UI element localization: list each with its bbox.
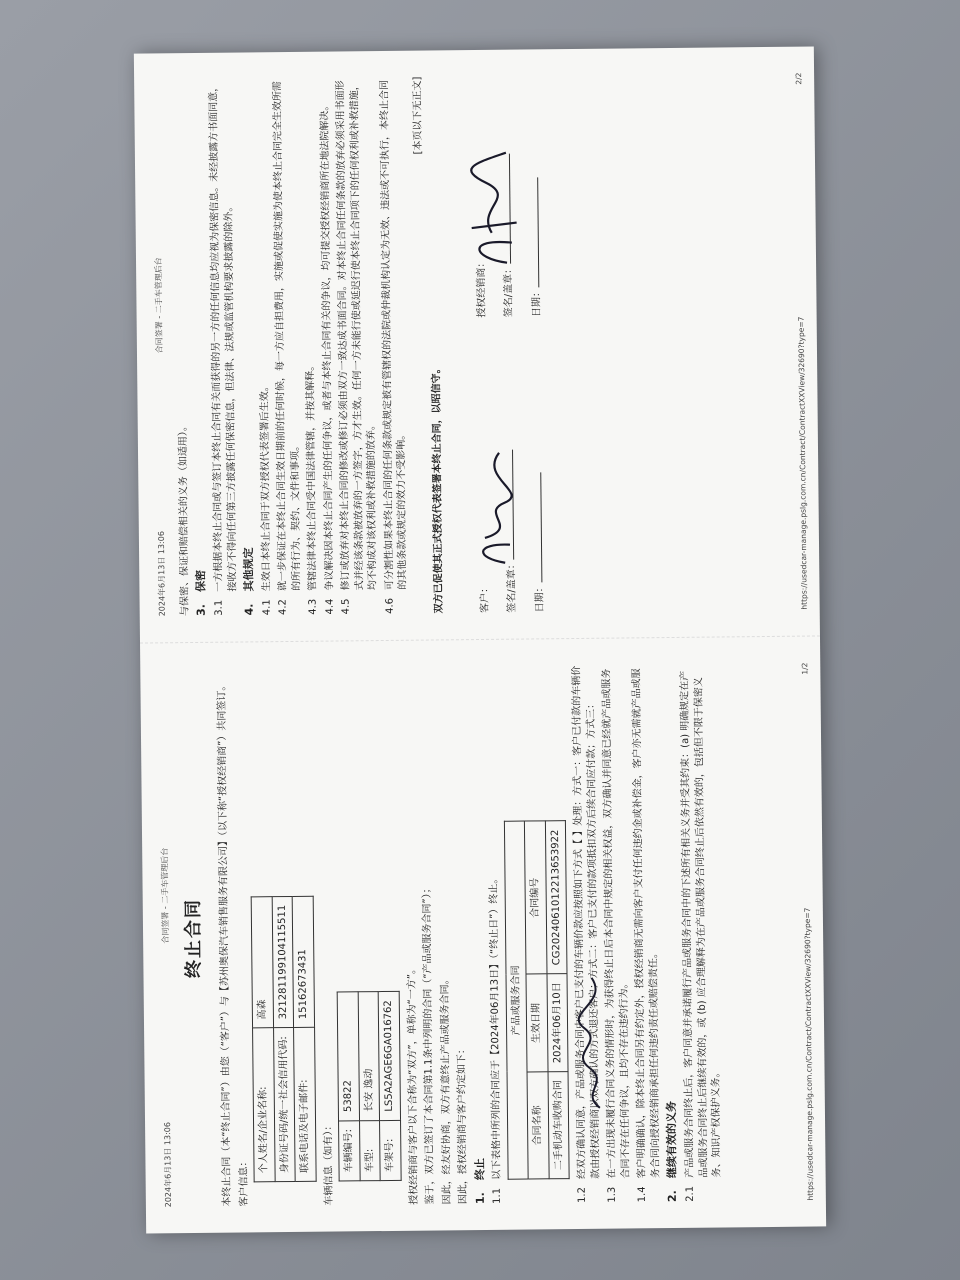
clause-number: 1.4	[637, 1186, 649, 1203]
header-site: 合同签署 - 二手车管理后台	[160, 847, 171, 944]
section-title: 终止	[473, 1157, 487, 1181]
column-header: 合同名称	[527, 1072, 549, 1179]
product-contract-table	[504, 821, 570, 1180]
vehicle-info-label: 车辆信息（如有）：	[322, 1120, 335, 1206]
date-line	[537, 177, 539, 287]
table-row	[358, 992, 380, 1181]
clause-1-4	[631, 664, 664, 1202]
dealer-signature-column	[459, 75, 558, 318]
agree-paragraph: 因此，经友好协商，双方有意终止产品或服务合同。	[439, 974, 453, 1205]
section-number: 3.	[194, 604, 209, 616]
section-2-heading	[661, 664, 681, 1202]
header-date: 2024年6月13日 13:06	[156, 531, 167, 617]
table-row	[378, 992, 400, 1181]
clause-2-1	[679, 663, 725, 1201]
date-line	[540, 472, 542, 582]
section-4-heading	[237, 78, 257, 615]
table-cell: 2024年06月10日	[547, 974, 569, 1072]
clause-4-6	[378, 77, 411, 614]
clause-text: 在一方出现未履行合同义务的情形时，为获得终止日后本合同中规定的相关权益，双方确认并同意已经就产品或服务合同不存在任何争议，且均不存在违约行为。	[601, 668, 632, 1179]
section-title: 保密	[194, 569, 208, 592]
dealer-label: 授权经销商：	[475, 257, 488, 318]
section-3-heading	[189, 79, 209, 616]
clause-text: 就一步保证在本终止合同生效日期前的任何时候，每一方应自担费用，实施或促使实施为使本终止合同完全生效所需的所有行为、契约、文件和事项。	[272, 81, 303, 592]
clause-3-1	[207, 79, 240, 616]
clause-number: 4.4	[324, 598, 336, 615]
table-value: 高森	[251, 896, 273, 1028]
continued-text: 与保密、保证和赔偿相关的义务（如适用）。	[177, 421, 191, 617]
section-number: 1.	[473, 1192, 487, 1205]
contract-sheet	[134, 46, 826, 1233]
contract-page-1	[140, 636, 826, 1233]
no-text-note: [本页以下无正文]	[412, 76, 424, 155]
signature-block	[459, 75, 561, 613]
clause-number: 4.6	[384, 597, 396, 614]
table-key: 车辆编号:	[339, 1120, 360, 1181]
column-header: 合同编号	[525, 821, 547, 974]
clause-4-2	[272, 78, 305, 615]
table-value: 15162673431	[292, 896, 314, 1028]
clause-text: 生效日本终止合同于双方授权代表签署后生效。	[259, 381, 273, 592]
clause-text: 可分割性如果本终止合同的任何条款或规定被有管辖权的法院或仲裁机构认定为无效、违法或不可执行，本终止合同的其他条款或规定的效力不受影响。	[379, 79, 409, 590]
table-value: 长安 逸动	[358, 992, 380, 1121]
clause-number: 3.1	[213, 599, 225, 616]
customer-signature-icon	[464, 443, 525, 574]
customer-info-label: 客户信息：	[237, 1156, 250, 1207]
clause-text: 客户明确确认，除本终止合同另有约定外，授权经销商无需向客户支付任何违约金或补偿金，客户亦无需就产品或服务合同向授权经销商承担任何违约责任或赔偿责任。	[631, 668, 662, 1179]
table-row	[337, 992, 359, 1181]
table-value: LS5A2AGE6GA016762	[378, 992, 400, 1121]
clause-text: 产品或服务合同终止后，客户同意并承诺履行产品或服务合同中的下述所有相关义务并受其约束：(a) 明确规定在产品或服务合同终止后继续有效的，或 (b) 应合理解释为在产品或服务合同终止后依然有效的，包括但不限于保密义务、知识产权保护义务。	[679, 670, 723, 1178]
table-caption: 产品或服务合同	[504, 822, 528, 1180]
clause-4-1	[255, 78, 274, 615]
clause-1-2	[571, 665, 604, 1203]
clause-4-3	[302, 78, 321, 615]
table-key: 身份证号码/统一社会信用代码:	[273, 1028, 295, 1182]
table-cell: 二手机动车收购合同	[548, 1072, 570, 1179]
table-cell: CG202406101221365392​2	[545, 821, 567, 974]
section-1-heading	[468, 666, 488, 1204]
clause-text: 一方根据本终止合同或与签订本终止合同有关而获得的另一方的任何信息均应视为保密信息。未经披露方书面同意，接收方不得向任何第三方披露任何保密信息，但法律、法规或监管机构要求披露的除外。	[208, 81, 239, 592]
clause-1-1	[486, 666, 505, 1204]
customer-sign-row: 签名/盖章：	[504, 371, 520, 613]
given-paragraph: 鉴于，双方已签订了本合同第1.1条中列明的合同（“产品或服务合同”）；	[421, 883, 437, 1205]
clause-number: 1.1	[492, 1187, 504, 1204]
page-footer	[794, 73, 810, 610]
contract-page-2	[134, 46, 820, 643]
parties-paragraph: 授权经销商与客户以下合称为“双方”，单称为“一方”。	[405, 963, 420, 1205]
clause-text: 以下表格中所列的合同应于【2024年06月13日】（“终止日”）终止。	[488, 873, 504, 1180]
clause-4-5	[335, 77, 381, 614]
clause-number: 1.3	[607, 1186, 619, 1203]
section-number: 2.	[666, 1190, 680, 1203]
clause-text: 管辖法律本终止合同受中国法律管辖，并按其解释。	[305, 360, 319, 591]
dealer-sign-row: 签名/盖章：	[501, 76, 517, 318]
clause-1-3	[601, 664, 634, 1202]
table-value: 321281199104115511	[272, 896, 294, 1028]
customer-label: 客户：	[479, 582, 491, 614]
column-header: 生效日期	[526, 974, 548, 1072]
clause-text: 经双方确认同意，产品或服务合同中客户已支付的车辆价款应按照如下方式【 】处理：方式一：客户已付款的车辆价款由授权经销商以双方确认的方式退还客户；方式二：客户已支付的款项抵扣双方后续合同应付款；方式三：	[571, 665, 602, 1180]
footer-url: https://usedcar-manage.pslg.com.cn/Contract/ContractXXView/32690?type=7	[796, 316, 809, 610]
clause-text: 修订或放弃对本终止合同的修改或修订必须由双方一致达成书面合同。对本终止合同任何条款的放弃必须采用书面形式并经该条款被放弃的一方签字，方才生效。任何一方未能行使或延迟行使本终止合同项下的任何权利或补救措施，均不构成对该权利或补救措施的放弃。	[335, 80, 379, 591]
footer-url: https://usedcar-manage.pslg.com.cn/Contract/ContractXXView/32690?type=7	[802, 907, 815, 1201]
customer-date-label: 日期：	[534, 582, 546, 613]
dealer-date-row	[528, 75, 544, 317]
dealer-date-label: 日期：	[531, 286, 543, 318]
clause-number: 4.3	[308, 598, 320, 615]
customer-info-table	[251, 895, 316, 1182]
clause-4-4	[318, 78, 337, 615]
clause-text: 争议解决因本终止合同产生的任何争议，或者与本终止合同有关的争议，均可提交授权经销商所在地法院解决。	[319, 100, 336, 591]
table-key: 车型:	[359, 1120, 380, 1181]
table-row	[545, 821, 569, 1179]
table-key: 个人姓名/企业名称:	[253, 1028, 275, 1182]
terms-paragraph: 因此，授权经销商与客户约定如下：	[456, 1044, 470, 1205]
table-value: 53822	[337, 992, 359, 1121]
header-date: 2024年6月13日 13:06	[163, 1122, 173, 1208]
clause-number: 2.1	[685, 1185, 697, 1202]
header-site: 合同签署 - 二手车管理后台	[153, 257, 164, 354]
clause-number: 1.2	[577, 1186, 589, 1204]
section-number: 4.	[242, 603, 256, 616]
vehicle-info-table	[337, 991, 401, 1181]
clause-number: 4.2	[278, 599, 290, 616]
handwritten-signature-icon	[574, 973, 615, 1113]
signing-statement: 双方已促使其正式授权代表签署本终止合同，以昭信守。	[431, 363, 446, 614]
page-header	[158, 669, 174, 1207]
customer-sign-label: 签名/盖章	[506, 569, 519, 613]
page-header	[152, 79, 168, 616]
footer-page-number: 1/2	[800, 662, 810, 675]
table-row	[292, 896, 315, 1181]
page-footer	[800, 663, 816, 1201]
dealer-signature-icon	[456, 147, 527, 278]
footer-page-number: 2/2	[793, 72, 804, 85]
customer-signature-column	[462, 371, 561, 614]
clause-number: 4.5	[341, 598, 353, 615]
dealer-sign-label: 签名/盖章	[503, 273, 516, 318]
customer-date-row	[531, 371, 547, 613]
section-title: 继续有效的义务	[665, 1100, 680, 1179]
clause-number: 4.1	[261, 599, 273, 616]
section-title: 其他规定	[242, 547, 256, 592]
page-title: 终止合同	[182, 897, 205, 979]
table-key: 车架号:	[380, 1120, 401, 1181]
table-key: 联系电话及电子邮件:	[294, 1028, 316, 1182]
intro-paragraph: 本终止合同（本“终止合同”）由您（“客户”）与【苏州奥保汽车销售服务有限公司】（以下称“授权经销商”）共同签订。	[216, 680, 234, 1207]
